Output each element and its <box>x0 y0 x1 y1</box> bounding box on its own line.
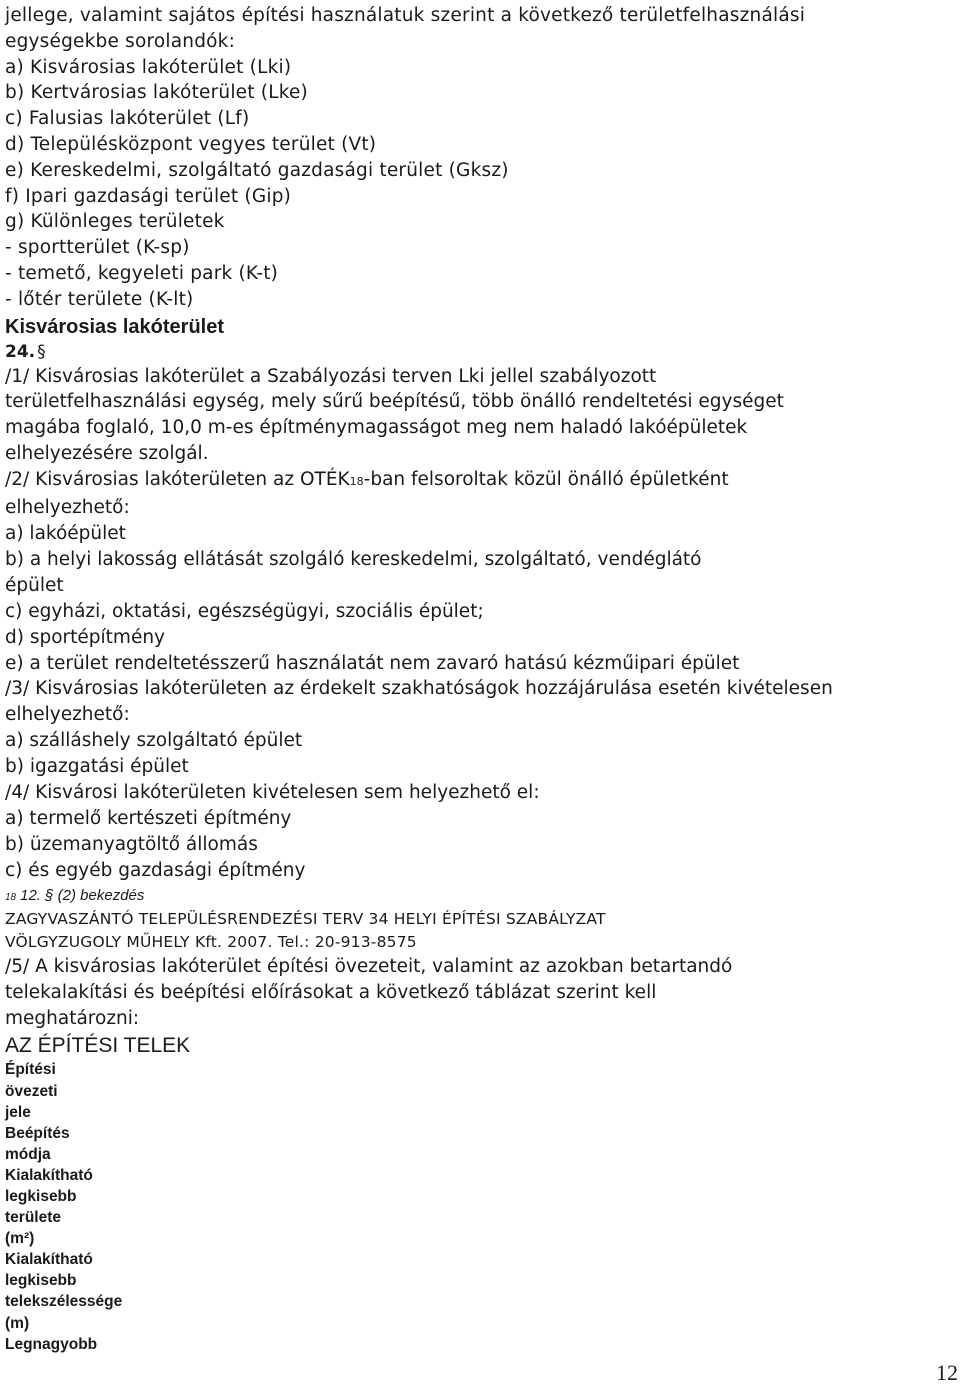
table-header-line: Kialakítható <box>5 1251 93 1269</box>
list-item: - lőtér területe (K-lt) <box>5 288 194 310</box>
table-header-line: telekszélessége <box>5 1293 123 1311</box>
section-number-text: 24. <box>5 341 36 362</box>
footnote-mark: 18 <box>5 891 17 903</box>
paragraph-line: /1/ Kisvárosias lakóterület a Szabályozási terven Lki jellel szabályozott <box>5 365 657 387</box>
paragraph-line: /3/ Kisvárosias lakóterületen az érdekelt szakhatóságok hozzájárulása esetén kivételesen <box>5 678 833 700</box>
list-item: a) lakóépület <box>5 523 126 544</box>
list-item: - temető, kegyeleti park (K-t) <box>5 262 279 284</box>
footnote-rest: (2) bekezdés <box>57 886 145 904</box>
table-header-line: övezeti <box>5 1082 58 1100</box>
table-header-line: legkisebb <box>5 1272 77 1290</box>
footnote <box>5 886 955 908</box>
section-heading: Kisvárosias lakóterület <box>5 315 224 338</box>
paragraph-line: magába foglaló, 10,0 m-es építménymagasságot meg nem haladó lakóépületek <box>5 417 748 439</box>
paragraph-line: területfelhasználási egység, mely sűrű beépítésű, több önálló rendeltetési egységet <box>5 391 784 413</box>
paragraph-line: /5/ A kisvárosias lakóterület építési övezeteit, valamint az azokban betartandó <box>5 955 733 977</box>
paragraph-line: /4/ Kisvárosi lakóterületen kivételesen sem helyezhető el: <box>5 782 540 804</box>
paragraph-5 <box>5 954 955 1032</box>
list-item: b) Kertvárosias lakóterület (Lke) <box>5 82 308 104</box>
table-header-line: Építési <box>5 1061 56 1079</box>
list-item: e) a terület rendeltetésszerű használatát nem zavaró hatású kézműipari épület <box>5 652 740 674</box>
list-item: f) Ipari gazdasági terület (Gip) <box>5 185 292 207</box>
paragraph-text: /2/ Kisvárosias lakóterületen az OTÉK <box>5 469 350 491</box>
paragraph-text: -ban felsoroltak közül önálló épületként <box>363 469 729 491</box>
list-item: e) Kereskedelmi, szolgáltató gazdasági terület (Gksz) <box>5 159 509 181</box>
footnote-reference: 18 <box>349 475 364 489</box>
table-header-line: legkisebb <box>5 1187 77 1205</box>
list-item: a) Kisvárosias lakóterület (Lki) <box>5 56 292 78</box>
paragraph-4 <box>5 780 955 884</box>
paragraph-2 <box>5 467 955 676</box>
document-page <box>5 0 955 1355</box>
intro-line: egységekbe sorolandók: <box>5 30 236 52</box>
list-item: - sportterület (K-sp) <box>5 237 190 259</box>
page-number: 12 <box>936 1360 958 1385</box>
paragraph-line <box>5 467 955 495</box>
table-header-line: Kialakítható <box>5 1166 93 1184</box>
list-item: c) és egyéb gazdasági építmény <box>5 859 306 881</box>
running-header <box>5 908 955 954</box>
list-item: b) igazgatási épület <box>5 756 189 778</box>
table-header-line: jele <box>5 1103 31 1121</box>
list-item: d) sportépítmény <box>5 626 165 648</box>
paragraph-line: elhelyezhető: <box>5 704 130 726</box>
paragraph-symbol: § <box>37 341 46 362</box>
table-header-line: Beépítés <box>5 1124 70 1142</box>
list-item: g) Különleges területek <box>5 211 225 233</box>
list-item: b) üzemanyagtöltő állomás <box>5 833 258 855</box>
list-item: b) a helyi lakosság ellátását szolgáló kereskedelmi, szolgáltató, vendéglátó <box>5 548 702 570</box>
footnote-symbol: § <box>45 886 54 904</box>
list-item: c) egyházi, oktatási, egészségügyi, szociális épület; <box>5 600 484 622</box>
paragraph-3 <box>5 676 955 780</box>
list-item: épület <box>5 574 64 596</box>
table-header-line: módja <box>5 1145 51 1163</box>
table-header-line: területe <box>5 1209 61 1227</box>
section-number <box>5 340 955 364</box>
list-item: c) Falusias lakóterület (Lf) <box>5 108 250 130</box>
list-item: a) termelő kertészeti építmény <box>5 807 292 829</box>
running-header-contact: VÖLGYZUGOLY MŰHELY Kft. 2007. Tel.: 20-913-8575 <box>5 932 417 951</box>
table-title: AZ ÉPÍTÉSI TELEK <box>5 1034 191 1058</box>
running-header-title: ZAGYVASZÁNTÓ TELEPÜLÉSRENDEZÉSI TERV 34 HELYI ÉPÍTÉSI SZABÁLYZAT <box>5 909 606 928</box>
paragraph-line: elhelyezésére szolgál. <box>5 443 209 465</box>
table-header-line: Legnagyobb <box>5 1335 98 1353</box>
paragraph-line: elhelyezhető: <box>5 497 130 519</box>
list-item: d) Településközpont vegyes terület (Vt) <box>5 133 377 155</box>
paragraph-line: meghatározni: <box>5 1007 140 1029</box>
intro-line: jellege, valamint sajátos építési használatuk szerint a következő területfelhasználási <box>5 5 806 26</box>
paragraph-1 <box>5 364 955 468</box>
table-header-line: (m²) <box>5 1230 35 1248</box>
table-header-line: (m) <box>5 1314 30 1332</box>
list-item: a) szálláshely szolgáltató épület <box>5 730 303 752</box>
table-column-headers <box>5 1059 955 1354</box>
zone-categories-list <box>5 0 955 313</box>
footnote-text: 12. <box>20 886 41 904</box>
paragraph-line: telekalakítási és beépítési előírásokat a következő táblázat szerint kell <box>5 981 657 1003</box>
